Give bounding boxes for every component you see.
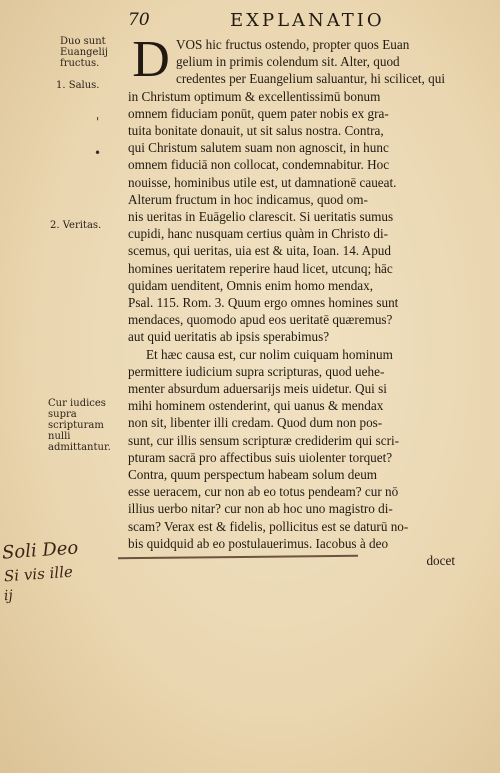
text-line: Et hæc causa est, cur nolim cuiquam hominum	[146, 346, 393, 362]
handwritten-annotation: ij	[3, 587, 14, 605]
main-text	[128, 31, 483, 569]
text-line: omnem fiduciam ponūt, quem pater nobis ex gra-	[128, 105, 389, 121]
text-line: bis quidquid ab eo postulauerimus. Iacobus à deo	[128, 535, 389, 551]
margin-mark: •	[94, 146, 102, 160]
margin-note-salus: 1. Salus.	[56, 80, 100, 91]
text-line: nis ueritas in Euāgelio clarescit. Si ueritatis sumus	[128, 209, 394, 225]
text-line: quidam uenditent, Omnis enim homo mendax,	[128, 277, 374, 293]
text-line: cupidi, hanc nusquam certius quàm in Christo di-	[128, 226, 389, 242]
text-line: illius uerbo nitar? cur non ab hoc uno magistro di-	[128, 501, 393, 517]
text-line: VOS hic fructus ostendo, propter quos Euan	[176, 37, 410, 52]
text-line: menter absurdum aduersarijs meis uidetur. Qui si	[128, 381, 387, 397]
text-line: Alterum fructum in hoc indicamus, quod om-	[128, 191, 368, 207]
margin-mark: '	[96, 115, 100, 129]
text-line: pturam sacrā pro affectibus suis uiolenter torquet?	[128, 449, 393, 465]
text-line: omnem fiduciā non collocat, condemnabitur. Hoc	[128, 157, 390, 173]
text-line: credentes per Euangelium saluantur, hi scilicet, qui	[176, 71, 445, 87]
text-line: Contra, quum perspectum habeam solum deum	[128, 467, 378, 483]
text-line: docet	[426, 553, 455, 569]
running-title: EXPLANATIO	[230, 10, 385, 31]
text-line: permittere iudicium supra scripturas, quod uehe-	[128, 363, 385, 379]
text-line: aut quid ueritatis ab ipsis sperabimus?	[128, 329, 330, 345]
text-line: homines ueritatem reperire haud licet, utcunq; hāc	[128, 260, 393, 276]
margin-note-iudices: Cur iudices supra scripturam nulli admittantur.	[48, 398, 111, 453]
text-line: mendaces, quomodo apud eos ueritatē quæremus?	[128, 312, 393, 328]
text-line: gelium in primis colendum sit. Alter, quod	[176, 54, 400, 70]
text-line: Psal. 115. Rom. 3. Quum ergo omnes homines sunt	[128, 295, 399, 311]
drop-capital: D	[132, 31, 170, 88]
text-line: esse ueracem, cur non ab eo totus pendeam? cur nō	[128, 484, 399, 500]
text-line: tuita bonitate donauit, ut sit salus nostra. Contra,	[128, 123, 384, 139]
page-number: 70	[128, 10, 150, 30]
margin-note-veritas: 2. Veritas.	[50, 220, 102, 231]
margin-note-fructus: Duo sunt Euangelij fructus.	[60, 36, 108, 69]
handwritten-annotation: Si vis ille	[3, 562, 74, 586]
text-line: in Christum optimum & excellentissimū bonum	[128, 88, 381, 104]
text-line: non sit, libenter illi credam. Quod dum non pos-	[128, 415, 383, 431]
text-line: scemus, qui ueritas, uia est & uita, Ioan. 14. Apud	[128, 243, 391, 259]
text-line: nouisse, hominibus utile est, ut damnationē caueat.	[128, 174, 397, 190]
handwritten-annotation: Soli Deo	[1, 537, 79, 564]
text-line: qui Christum salutem suam non agnoscit, in hunc	[128, 140, 389, 156]
text-line: sunt, cur illis sensum scripturæ crediderim qui scri-	[128, 432, 400, 448]
text-line: scam? Verax est & fidelis, pollicitus est se daturū no-	[128, 518, 409, 534]
text-line: mihi hominem ostenderint, qui uanus & mendax	[128, 398, 384, 414]
